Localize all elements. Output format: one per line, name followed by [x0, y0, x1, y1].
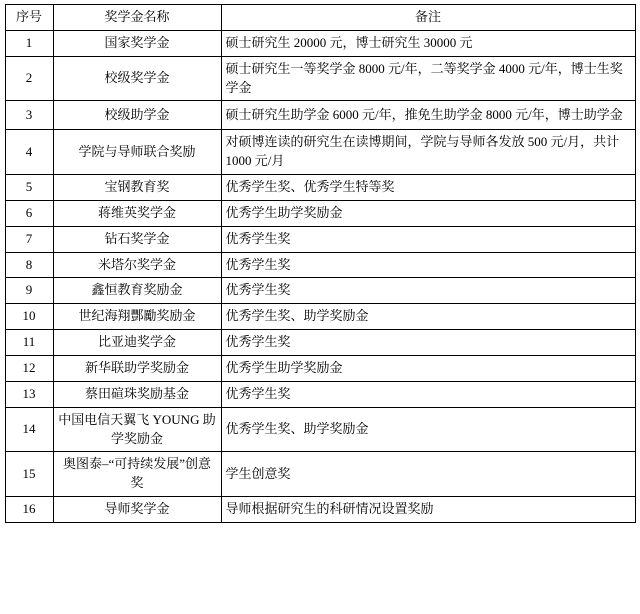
row-remark: 优秀学生奖	[221, 226, 635, 252]
table-row	[5, 252, 635, 278]
row-name: 蔡田碹珠奖励基金	[53, 381, 221, 407]
row-name: 奥图泰–“可持续发展”创意奖	[53, 452, 221, 497]
row-remark: 对硕博连读的研究生在读博期间，学院与导师各发放 500 元/月，共计 1000 元/月	[221, 130, 635, 175]
row-remark: 导师根据研究生的科研情况设置奖励	[221, 497, 635, 523]
table-row	[5, 497, 635, 523]
table-row	[5, 330, 635, 356]
table-row	[5, 200, 635, 226]
column-header-remark: 备注	[221, 5, 635, 31]
row-name: 宝钢教育奖	[53, 175, 221, 201]
row-name: 导师奖学金	[53, 497, 221, 523]
column-header-no: 序号	[5, 5, 53, 31]
row-no: 3	[5, 101, 53, 130]
table-row	[5, 175, 635, 201]
table-row	[5, 355, 635, 381]
table-row	[5, 130, 635, 175]
row-no: 9	[5, 278, 53, 304]
row-no: 8	[5, 252, 53, 278]
table-row	[5, 30, 635, 56]
row-name: 中国电信天翼飞 YOUNG 助学奖励金	[53, 407, 221, 452]
column-header-name: 奖学金名称	[53, 5, 221, 31]
table-header-row	[5, 5, 635, 31]
row-remark: 优秀学生奖	[221, 278, 635, 304]
row-remark: 优秀学生奖	[221, 252, 635, 278]
row-name: 比亚迪奖学金	[53, 330, 221, 356]
row-remark: 优秀学生助学奖励金	[221, 200, 635, 226]
scholarship-table	[5, 4, 636, 523]
row-name: 学院与导师联合奖励	[53, 130, 221, 175]
row-no: 16	[5, 497, 53, 523]
row-name: 世纪海翔酆勵奖励金	[53, 304, 221, 330]
table-row	[5, 278, 635, 304]
row-no: 14	[5, 407, 53, 452]
row-remark: 优秀学生助学奖励金	[221, 355, 635, 381]
row-remark: 优秀学生奖、优秀学生特等奖	[221, 175, 635, 201]
row-name: 国家奖学金	[53, 30, 221, 56]
row-name: 新华联助学奖励金	[53, 355, 221, 381]
row-no: 5	[5, 175, 53, 201]
row-remark: 优秀学生奖、助学奖励金	[221, 407, 635, 452]
row-name: 米塔尔奖学金	[53, 252, 221, 278]
row-remark: 硕士研究生 20000 元，博士研究生 30000 元	[221, 30, 635, 56]
row-no: 12	[5, 355, 53, 381]
row-remark: 优秀学生奖	[221, 330, 635, 356]
table-row	[5, 226, 635, 252]
table-row	[5, 381, 635, 407]
row-no: 1	[5, 30, 53, 56]
row-no: 13	[5, 381, 53, 407]
table-row	[5, 304, 635, 330]
row-remark: 硕士研究生助学金 6000 元/年，推免生助学金 8000 元/年，博士助学金	[221, 101, 635, 130]
row-no: 11	[5, 330, 53, 356]
row-remark: 硕士研究生一等奖学金 8000 元/年，二等奖学金 4000 元/年，博士生奖学金	[221, 56, 635, 101]
row-no: 6	[5, 200, 53, 226]
row-name: 鑫恒教育奖励金	[53, 278, 221, 304]
row-no: 4	[5, 130, 53, 175]
row-name: 钻石奖学金	[53, 226, 221, 252]
row-name: 校级助学金	[53, 101, 221, 130]
row-no: 15	[5, 452, 53, 497]
table-row	[5, 452, 635, 497]
row-no: 2	[5, 56, 53, 101]
row-remark: 优秀学生奖、助学奖励金	[221, 304, 635, 330]
row-remark: 优秀学生奖	[221, 381, 635, 407]
row-remark: 学生创意奖	[221, 452, 635, 497]
table-row	[5, 56, 635, 101]
row-name: 蒋维英奖学金	[53, 200, 221, 226]
row-no: 7	[5, 226, 53, 252]
row-no: 10	[5, 304, 53, 330]
row-name: 校级奖学金	[53, 56, 221, 101]
table-row	[5, 101, 635, 130]
table-row	[5, 407, 635, 452]
